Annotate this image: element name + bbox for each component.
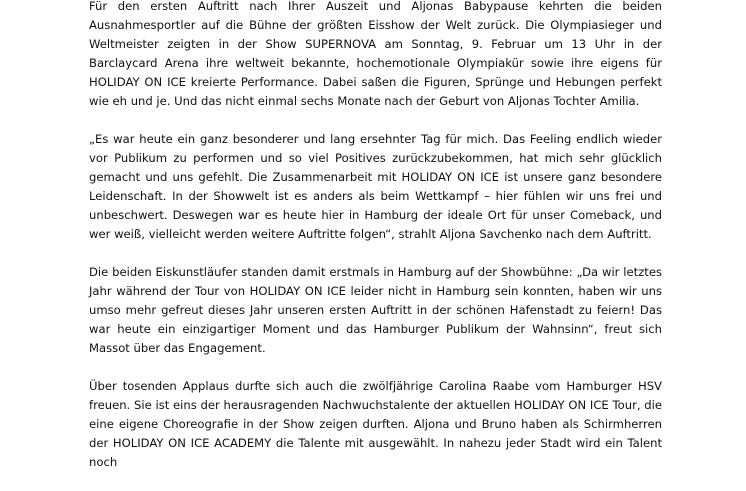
document-page: [89, 0, 662, 491]
paragraph-carolina-raabe: Über tosenden Applaus durfte sich auch die zwölfjährige Carolina Raabe vom Hamburger HSV freuen. Sie ist eins der herausragenden Nachwuchstalente der aktuellen HOLIDAY ON ICE Tour, die eine eigene Choreografie in der Show zeigen durften. Aljona und Bruno haben als Schirmherren der HOLIDAY ON ICE ACADEMY die Talente mit ausgewählt. In nahezu jeder Stadt wird ein Talent noch: [89, 379, 662, 469]
paragraph-savchenko-quote: „Es war heute ein ganz besonderer und lang ersehnter Tag für mich. Das Feeling endlich wieder vor Publikum zu performen und so viel Positives zurückzubekommen, hat mich sehr glücklich gemacht und uns gefehlt. Die Zusammenarbeit mit HOLIDAY ON ICE ist unsere ganz besondere Leidenschaft. In der Showwelt ist es anders als beim Wettkampf – hier fühlen wir uns frei und unbeschwert. Deswegen war es heute hier in Hamburg der ideale Ort für unser Comeback, und wer weiß, vielleicht werden weitere Auftritte folgen“, strahlt Aljona Savchenko nach dem Auftritt.: [89, 132, 662, 241]
paragraph-comeback-intro: Für den ersten Auftritt nach Ihrer Auszeit und Aljonas Babypause kehrten die beiden Ausnahmesportler auf die Bühne der größten Eisshow der Welt zurück. Die Olympiasieger und Weltmeister zeigten in der Show SUPERNOVA am Sonntag, 9. Februar um 13 Uhr in der Barclaycard Arena ihre weltweit bekannte, hochemotionale Olympiakür sowie ihre eigens für HOLIDAY ON ICE kreierte Performance. Dabei saßen die Figuren, Sprünge und Hebungen perfekt wie eh und je. Und das nicht einmal sechs Monate nach der Geburt von Aljonas Tochter Amilia.: [89, 0, 662, 108]
paragraph-massot-quote: Die beiden Eiskunstläufer standen damit erstmals in Hamburg auf der Showbühne: „Da wir letztes Jahr während der Tour von HOLIDAY ON ICE leider nicht in Hamburg sein konnten, haben wir uns umso mehr gefreut dieses Jahr unseren ersten Auftritt in der schönen Hafenstadt zu feiern! Das war heute ein einzigartiger Moment und das Hamburger Publikum der Wahnsinn“, freut sich Massot über das Engagement.: [89, 265, 662, 355]
